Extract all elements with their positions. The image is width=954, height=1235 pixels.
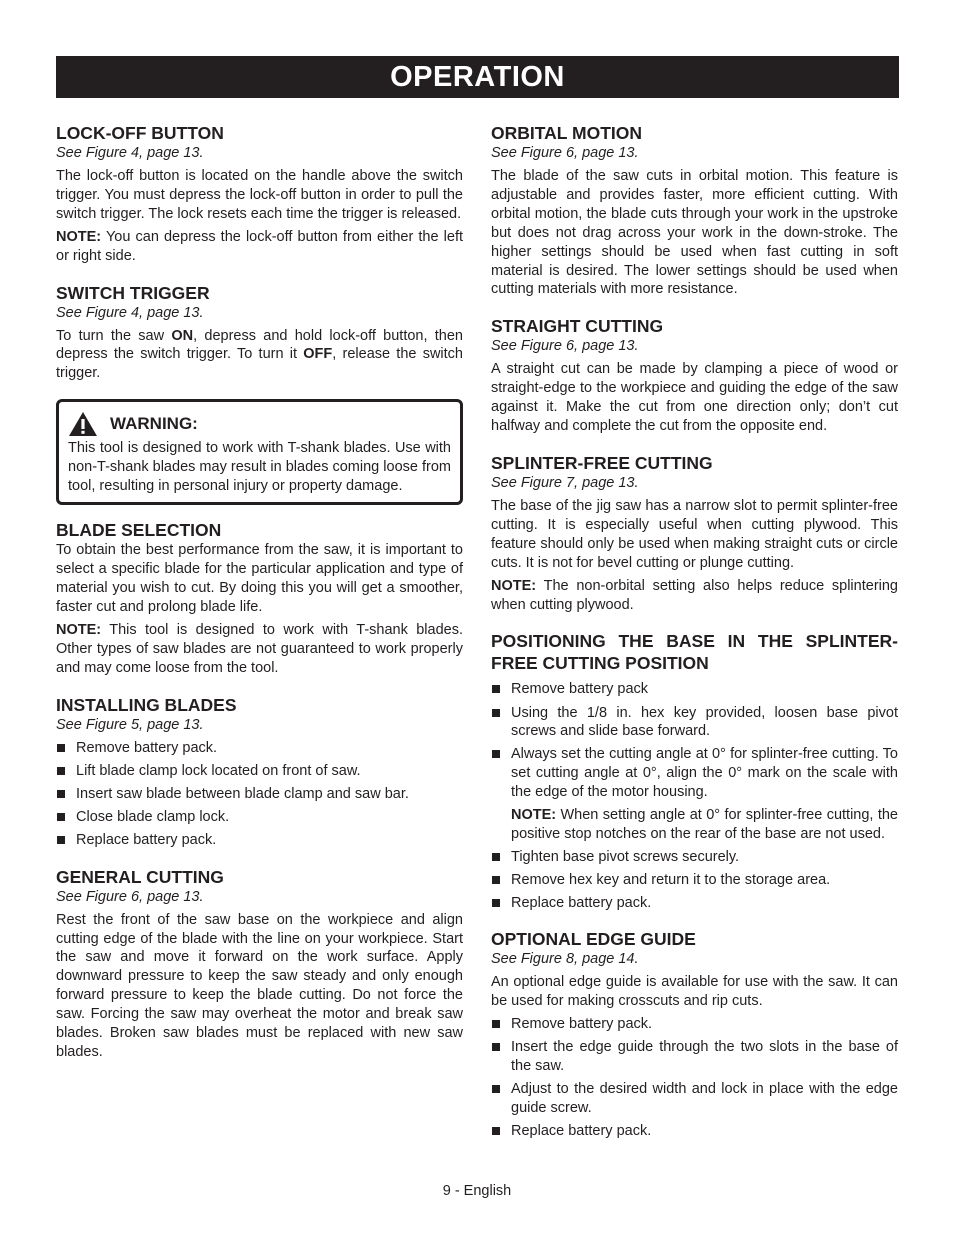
note-text: The non-orbital setting also helps reduce splintering when cutting plywood. (491, 577, 898, 613)
general-cutting-heading: GENERAL CUTTING (56, 866, 224, 887)
note-text: You can depress the lock-off button from either the left or right side. (56, 228, 463, 264)
bullet-square-icon (57, 836, 65, 844)
straight-cutting-body: A straight cut can be made by clamping a piece of wood or straight-edge to the workpiece and guiding the edge of the saw against it. Make the cut from one direction only; don’t cut halfway and complete the cut from the opposite end. (491, 361, 898, 435)
bullet-square-icon (57, 790, 65, 798)
warning-title: WARNING: (110, 414, 198, 434)
list-item (491, 1122, 898, 1141)
installing-blades-ref: See Figure 5, page 13. (56, 716, 204, 733)
orbital-motion-ref: See Figure 6, page 13. (491, 145, 639, 161)
installing-blades-heading: INSTALLING BLADES (56, 694, 237, 715)
switch-trigger-section (56, 282, 463, 384)
list-item (56, 831, 463, 850)
bullet-square-icon (492, 1043, 500, 1051)
note-label: NOTE: (56, 228, 102, 245)
body-text: , depress and hold lock-off button, then depress the switch trigger. To turn it (56, 327, 463, 363)
list-item (491, 894, 898, 913)
list-item-text: Remove hex key and return it to the storage area. (511, 871, 831, 888)
list-item (491, 1080, 898, 1117)
blade-selection-note (56, 621, 463, 678)
switch-trigger-heading: SWITCH TRIGGER (56, 282, 210, 303)
list-item (491, 1015, 898, 1034)
edge-guide-heading: OPTIONAL EDGE GUIDE (491, 929, 696, 950)
general-cutting-ref: See Figure 6, page 13. (56, 888, 204, 905)
page-number: 9 - English (442, 1183, 512, 1199)
list-item (491, 745, 898, 801)
lock-off-heading: LOCK-OFF BUTTON (56, 123, 224, 143)
bullet-square-icon (492, 750, 500, 758)
bullet-square-icon (57, 744, 65, 752)
list-item-text: Always set the cutting angle at 0° for splinter-free cutting. To set cutting angle at 0°, align the 0° mark on the scale with the edge of the motor housing. (511, 746, 898, 800)
bullet-square-icon (492, 899, 500, 907)
bullet-square-icon (492, 853, 500, 861)
list-item-text: Remove battery pack (511, 681, 649, 698)
edge-guide-ref: See Figure 8, page 14. (491, 951, 639, 968)
bullet-square-icon (492, 1127, 500, 1135)
list-item (491, 680, 898, 699)
list-item (491, 871, 898, 890)
blade-selection-heading: BLADE SELECTION (56, 520, 222, 541)
list-item (491, 1038, 898, 1075)
orbital-motion-heading: ORBITAL MOTION (491, 123, 643, 143)
switch-trigger-body (56, 327, 463, 384)
positioning-list (491, 680, 898, 912)
general-cutting-section (56, 866, 463, 1062)
list-item-text: Remove battery pack. (511, 1016, 653, 1033)
straight-cutting-section (491, 315, 898, 436)
list-item (491, 704, 898, 741)
lock-off-section (56, 122, 463, 266)
lock-off-ref: See Figure 4, page 13. (56, 145, 204, 161)
list-item (56, 808, 463, 827)
general-cutting-body: Rest the front of the saw base on the workpiece and align cutting edge of the blade with the line on your workpiece. Start the saw and move it forward on the work surface. Apply downward pressure to keep the saw steady and only enough forward pressure to keep the blade cutting. Do not force the saw. Forcing the saw may overheat the motor and break saw blades. Broken saw blades must be replaced with new saw blades. (56, 911, 463, 1061)
list-item-text: Replace battery pack. (76, 831, 217, 848)
warning-box (56, 399, 463, 505)
bullet-square-icon (492, 709, 500, 717)
edge-guide-section (491, 928, 898, 1140)
splinter-free-section (491, 452, 898, 614)
switch-trigger-ref: See Figure 4, page 13. (56, 304, 204, 321)
list-item-text: Tighten base pivot screws securely. (511, 848, 740, 865)
blade-selection-section (56, 519, 463, 677)
note-label: NOTE: (56, 621, 102, 638)
list-item-text: Close blade clamp lock. (76, 808, 230, 825)
note-text: When setting angle at 0° for splinter-free cutting, the positive stop notches on the rear of the base are not used. (511, 806, 898, 842)
orbital-motion-section (491, 122, 898, 299)
list-item-text: Lift blade clamp lock located on front of saw. (76, 762, 361, 779)
left-column (56, 122, 463, 1078)
bullet-square-icon (57, 813, 65, 821)
off-label: OFF (303, 346, 333, 363)
lock-off-note (56, 228, 463, 266)
note-label: NOTE: (491, 577, 537, 594)
splinter-free-heading: SPLINTER-FREE CUTTING (491, 452, 713, 473)
bullet-square-icon (492, 876, 500, 884)
positioning-heading: POSITIONING THE BASE IN THE SPLINTER-FREE CUTTING POSITION (491, 631, 898, 674)
orbital-motion-body: The blade of the saw cuts in orbital motion. This feature is adjustable and provides faster, more efficient cutting. With orbital motion, the blade cuts through your work in the upstroke but does not drag across your work in the down-stroke. The higher settings should be used when fast cutting in soft material is desired. The lower settings should be used when cutting materials with more resistance. (491, 168, 898, 298)
bullet-square-icon (492, 1085, 500, 1093)
splinter-free-body: The base of the jig saw has a narrow slot to permit splinter-free cutting. It is especially useful when cutting plywood. This feature should only be used when making straight cuts or circle cuts. It is not for bevel cutting or plunge cutting. (491, 497, 898, 571)
list-item-text: Using the 1/8 in. hex key provided, loosen base pivot screws and slide base forward. (511, 704, 898, 740)
body-text: To turn the saw (56, 327, 172, 344)
list-item-text: Remove battery pack. (76, 739, 218, 756)
section-banner (56, 56, 899, 98)
positioning-section (491, 630, 898, 912)
bullet-square-icon (492, 685, 500, 693)
straight-cutting-heading: STRAIGHT CUTTING (491, 316, 664, 337)
warning-text: This tool is designed to work with T-shank blades. Use with non-T-shank blades may result in blades coming loose from tool, resulting in personal injury or property damage. (68, 440, 451, 495)
note-label: NOTE: (511, 806, 557, 823)
list-item-text: Replace battery pack. (511, 894, 652, 911)
list-item (56, 762, 463, 781)
note-text: This tool is designed to work with T-shank blades. Other types of saw blades are not guaranteed to work properly and may come loose from the tool. (56, 621, 463, 676)
blade-selection-body: To obtain the best performance from the saw, it is important to select a specific blade for the particular application and type of material you wish to cut. By doing this you will get a smoother, faster cut and prolong blade life. (56, 542, 463, 615)
list-item-text: Insert saw blade between blade clamp and saw bar. (76, 785, 409, 802)
splinter-free-note (491, 577, 898, 615)
list-item-text: Adjust to the desired width and lock in place with the edge guide screw. (511, 1081, 898, 1116)
edge-guide-body: An optional edge guide is available for use with the saw. It can be used for making crosscuts and rip cuts. (491, 974, 898, 1010)
list-item (56, 739, 463, 758)
on-label: ON (171, 327, 194, 344)
list-item (56, 785, 463, 804)
page-title: OPERATION (390, 60, 565, 93)
body-text: , release the switch trigger. (56, 346, 463, 382)
page-footer (0, 1183, 954, 1199)
list-item-text: Insert the edge guide through the two slots in the base of the saw. (511, 1039, 898, 1075)
warning-triangle-icon (68, 411, 98, 437)
bullet-square-icon (57, 767, 65, 775)
bullet-square-icon (492, 1020, 500, 1028)
edge-guide-list (491, 1015, 898, 1140)
right-column (491, 122, 898, 1157)
installing-blades-list (56, 739, 463, 850)
installing-blades-section (56, 694, 463, 850)
straight-cutting-ref: See Figure 6, page 13. (491, 338, 639, 355)
splinter-free-ref: See Figure 7, page 13. (491, 474, 639, 491)
lock-off-body: The lock-off button is located on the handle above the switch trigger. You must depress the lock-off button in order to pull the switch trigger. The lock resets each time the trigger is released. (56, 168, 463, 222)
list-item-text: Replace battery pack. (511, 1122, 652, 1139)
positioning-note (491, 806, 898, 843)
warning-header (68, 411, 451, 437)
list-item (491, 848, 898, 867)
